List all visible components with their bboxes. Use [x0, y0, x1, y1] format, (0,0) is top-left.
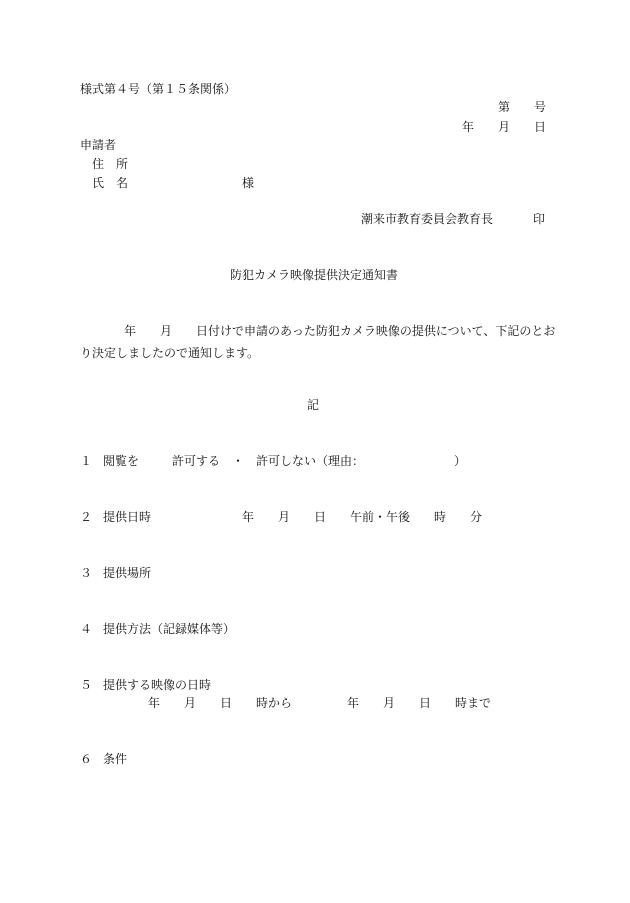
item-4-number: ４: [80, 622, 93, 636]
item-6-label: 条件: [103, 752, 128, 766]
form-code: 様式第４号（第１５条関係）: [80, 82, 237, 96]
document-number: 第 号: [497, 100, 546, 114]
item-5-detail-from: 年 月 日 時から: [148, 696, 293, 710]
item-1-number: １: [80, 454, 93, 468]
name-label: 氏 名: [92, 176, 129, 190]
item-1-label: 閲覧を: [103, 454, 140, 468]
item-5-number: ５: [80, 678, 93, 692]
item-2-label: 提供日時: [103, 510, 152, 524]
issuer-name: 潮来市教育委員会教育長: [361, 212, 494, 226]
item-4-label: 提供方法（記録媒体等）: [103, 622, 236, 636]
item-2-detail: 年 月 日 午前・午後 時 分: [242, 510, 483, 524]
issue-date: 年 月 日: [461, 120, 546, 134]
item-5-label: 提供する映像の日時: [103, 678, 212, 692]
item-3-number: ３: [80, 566, 93, 580]
body-line-2: り決定しましたので通知します。: [80, 346, 260, 360]
address-label: 住 所: [92, 157, 129, 171]
item-1-detail: 許可する ・ 許可しない（理由： ）: [172, 454, 467, 468]
item-6-number: ６: [80, 752, 93, 766]
ki-heading: 記: [307, 398, 320, 412]
item-2-number: ２: [80, 510, 93, 524]
body-line-1: 年 月 日付けで申請のあった防犯カメラ映像の提供について、下記のとお: [124, 324, 556, 338]
notice-body: [80, 320, 556, 364]
seal-mark: 印: [533, 212, 546, 226]
item-5-detail-to: 年 月 日 時まで: [347, 696, 492, 710]
applicant-heading: 申請者: [80, 138, 117, 152]
item-3-label: 提供場所: [103, 566, 152, 580]
honorific: 様: [242, 176, 255, 190]
document-title: 防犯カメラ映像提供決定通知書: [230, 268, 399, 282]
